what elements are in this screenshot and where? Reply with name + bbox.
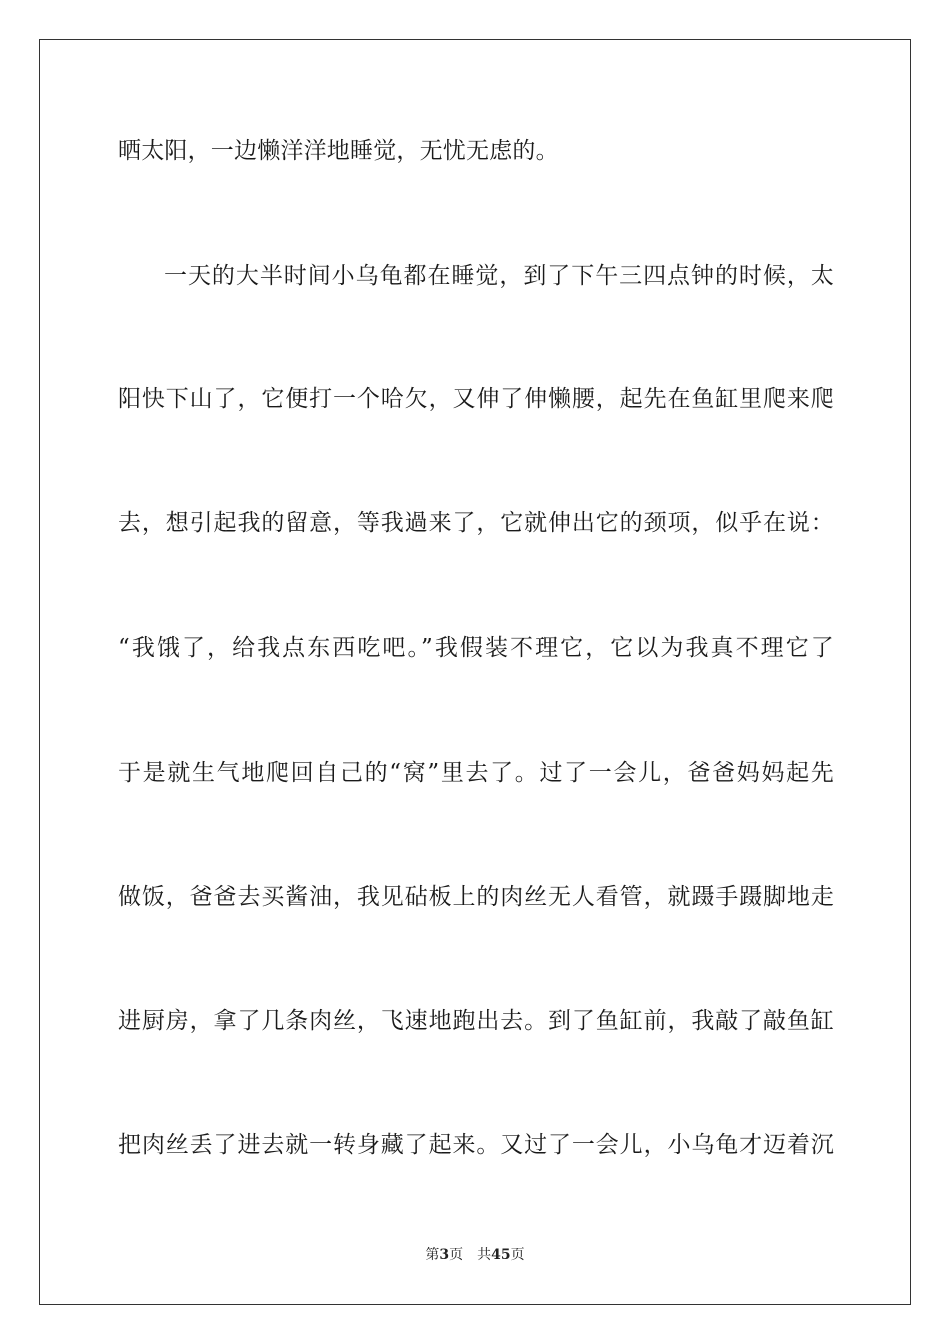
page-border [39,39,911,1305]
paragraph-line: “我饿了，给我点东西吃吧。”我假装不理它，它以为我真不理它了 [118,635,834,661]
page-suffix: 页 [449,1247,464,1263]
paragraph-line: 去，想引起我的留意，等我過来了，它就伸出它的颈项，似乎在说： [118,510,834,536]
paragraph-line: 晒太阳，一边懒洋洋地睡觉，无忧无虑的。 [118,138,559,164]
paragraph-line: 做饭，爸爸去买酱油，我见砧板上的肉丝无人看管，就蹑手蹑脚地走 [118,884,834,910]
paragraph-line: 进厨房，拿了几条肉丝，飞速地跑出去。到了鱼缸前，我敲了敲鱼缸 [118,1008,834,1034]
paragraph-line: 把肉丝丢了进去就一转身藏了起来。又过了一会儿，小乌龟才迈着沉 [118,1132,834,1158]
total-prefix: 共 [477,1247,492,1263]
page-footer [0,1245,950,1265]
total-pages: 45 [491,1247,511,1263]
page-number: 3 [439,1247,450,1263]
total-suffix: 页 [510,1247,525,1263]
paragraph-line: 于是就生气地爬回自己的“窝”里去了。过了一会儿，爸爸妈妈起先 [118,760,834,786]
paragraph-line: 阳快下山了，它便打一个哈欠，又伸了伸懒腰，起先在鱼缸里爬来爬 [118,386,834,412]
page-prefix: 第 [425,1247,440,1263]
paragraph-line: 一天的大半时间小乌龟都在睡觉，到了下午三四点钟的时候，太 [164,263,834,289]
